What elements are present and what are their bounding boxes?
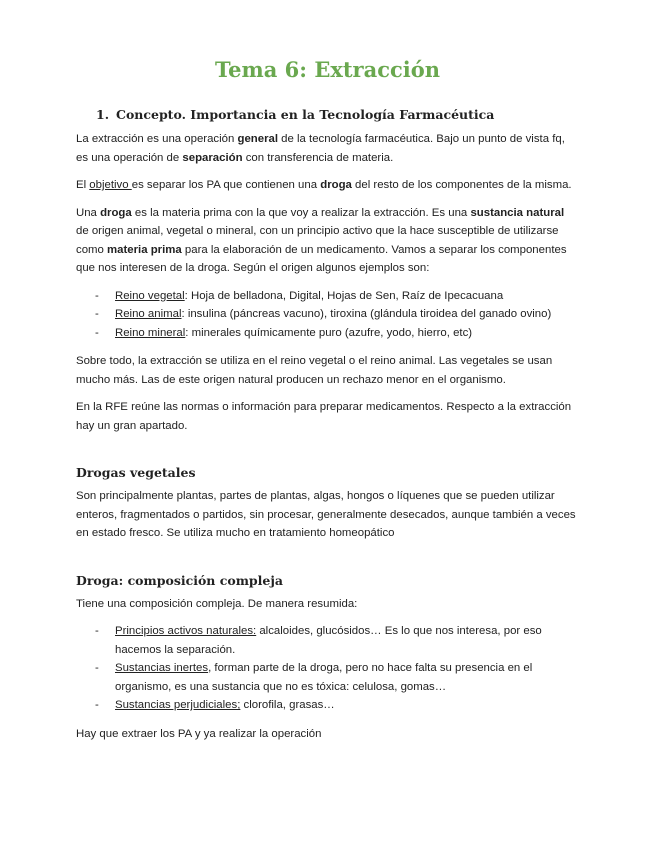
list-item: [76, 659, 579, 696]
list-item: [76, 305, 579, 324]
bold-text-separacion: separación: [182, 151, 243, 164]
dash-bullet-icon: -: [95, 662, 99, 674]
section-heading-text: Concepto. Importancia en la Tecnología Farmacéutica: [116, 107, 495, 122]
list-item-label: Sustancias inertes: [115, 662, 209, 674]
section-heading-drogas-vegetales: Drogas vegetales: [76, 465, 196, 480]
text-run: es la materia prima con la que voy a realizar la extracción. Es una: [131, 206, 471, 219]
bold-text-droga: droga: [100, 206, 132, 219]
list-item-text: alcaloides, glucósidos… Es lo que nos interesa, por eso hacemos la separación.: [115, 625, 542, 656]
list-item: [76, 287, 579, 306]
paragraph-conclusion: Hay que extraer los PA y ya realizar la operación: [76, 727, 322, 740]
list-item-label: Principios activos naturales:: [115, 625, 257, 637]
bold-text-sustancia-natural: sustancia natural: [470, 206, 565, 219]
paragraph-objetivo: [76, 176, 579, 195]
text-run: del resto de los componentes de la misma.: [351, 179, 572, 191]
paragraph-composicion-intro: Tiene una composición compleja. De manera resumida:: [76, 597, 358, 610]
bold-text-droga: droga: [320, 179, 352, 191]
section-spacer: [76, 444, 579, 464]
dash-bullet-icon: -: [95, 625, 99, 637]
text-run: de origen animal, vegetal o mineral, con un principio activo que la hace susceptible de utilizarse como: [76, 225, 559, 256]
list-item: [76, 324, 579, 343]
paragraph-droga-definicion: [76, 204, 579, 278]
bold-text-materia-prima: materia prima: [107, 243, 182, 256]
list-item-label: Sustancias perjudiciales;: [115, 699, 241, 711]
bold-text-general: general: [237, 133, 279, 145]
section-number: 1.: [96, 107, 110, 122]
section-heading-composicion: Droga: composición compleja: [76, 572, 283, 588]
text-run: La extracción es una operación: [76, 133, 238, 145]
list-item: [76, 696, 579, 715]
text-run: El: [76, 179, 90, 191]
list-item-label: Reino mineral: [115, 326, 186, 339]
dash-bullet-icon: -: [95, 326, 99, 339]
section-heading-concepto: [76, 106, 579, 124]
list-item: [76, 622, 579, 659]
text-run: Una: [76, 206, 101, 219]
document-title: Tema 6: Extracción: [214, 57, 441, 82]
dash-bullet-icon: -: [95, 699, 99, 711]
paragraph-extraccion-definicion: [76, 130, 579, 167]
dash-bullet-icon: -: [95, 289, 99, 302]
dash-bullet-icon: -: [95, 308, 99, 320]
list-item-label: Reino animal: [115, 308, 182, 320]
text-run: con transferencia de materia.: [242, 151, 394, 164]
list-item-label: Reino vegetal: [115, 289, 185, 302]
text-run: para la elaboración de un medicamento. Vamos a separar los componentes que nos interesen de la droga. Según el origen algunos ejemplos son:: [76, 243, 567, 274]
text-run: es separar los PA que contienen una: [131, 179, 321, 191]
list-item-text: , forman parte de la droga, pero no hace falta su presencia en el organismo, es una sustancia que no es tóxica: celulosa, gomas…: [115, 662, 533, 693]
underlined-text-objetivo: objetivo: [89, 179, 132, 191]
paragraph-drogas-vegetales: Son principalmente plantas, partes de plantas, algas, hongos o líquenes que se pueden utilizar enteros, fragmentados o partidos, sin procesar, generalmente desecados, aunque también a veces en estado fresco. Se utiliza mucho en tratamiento homeopático: [76, 490, 576, 539]
list-item-text: : Hoja de belladona, Digital, Hojas de Sen, Raíz de Ipecacuana: [184, 289, 504, 302]
text-run: de la tecnología farmacéutica. Bajo un punto de vista fq, es una operación de: [76, 133, 565, 164]
paragraph-rfe: En la RFE reúne las normas o información para preparar medicamentos. Respecto a la extracción hay un gran apartado.: [76, 401, 572, 432]
list-item-text: : insulina (páncreas vacuno), tiroxina (glándula tiroidea del ganado ovino): [181, 308, 552, 320]
paragraph-reino-vegetal-animal: Sobre todo, la extracción se utiliza en el reino vegetal o el reino animal. Las vegetales se usan mucho más. Las de este origen natural producen un rechazo menor en el organismo.: [76, 355, 553, 386]
section-spacer: [76, 552, 579, 572]
list-item-text: clorofila, grasas…: [240, 699, 335, 711]
list-composicion: [76, 622, 579, 715]
list-origen-drogas: [76, 287, 579, 343]
list-item-text: : minerales químicamente puro (azufre, yodo, hierro, etc): [185, 326, 473, 339]
